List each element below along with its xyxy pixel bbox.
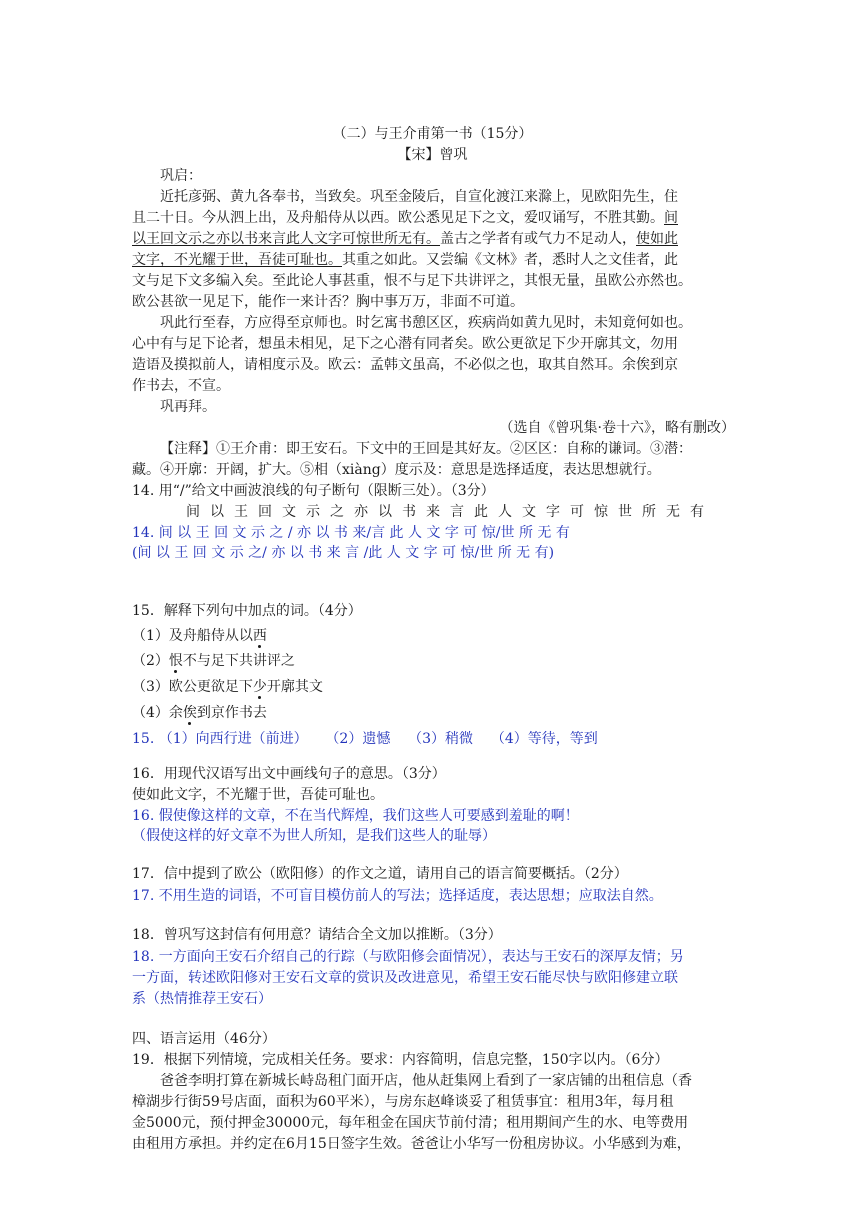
passage-notes-line2: 藏。④开廓：开阔，扩大。⑤相（xiàng）度示及：意思是选择适度，表达思想就行。 xyxy=(132,462,661,478)
passage-p2-line1: 巩此行至春，方应得至京师也。时乞寓书憩区区，疾病尚如黄九见时，未知竟何如也。 xyxy=(160,315,692,331)
passage-notes-line1: 【注释】①王介甫：即王安石。下文中的王回是其好友。②区区：自称的谦词。③潜： xyxy=(160,441,692,457)
text-segment: 不与足下共讲评之 xyxy=(182,653,295,669)
q15-item-2 xyxy=(132,651,295,671)
q16-answer-line1: 16. 假使像这样的文章，不在当代辉煌，我们这些人可要感到羞耻的啊！ xyxy=(132,808,579,824)
dotted-word: 少 xyxy=(252,679,267,695)
q19-context-line1: 爸爸李明打算在新城长峙岛租门面开店，他从赶集网上看到了一家店铺的出租信息（香 xyxy=(160,1073,692,1089)
dotted-word: 恨 xyxy=(168,653,183,669)
q17-answer: 17. 不用生造的词语，不可盲目模仿前人的写法；选择适度，表达思想；应取法自然。 xyxy=(132,888,663,904)
q15-item-1 xyxy=(132,626,267,646)
text-segment: （1）及舟船侍从以 xyxy=(132,628,253,644)
passage-p1-line1: 近托彦弼、黄九各奉书，当致矣。巩至金陵后，自宣化渡江来滁上，见欧阳先生，住 xyxy=(160,189,678,205)
text-segment: 其重之如此。又尝编《文林》者，悉时人之文佳者，此 xyxy=(342,252,678,268)
question-17: 17．信中提到了欧公（欧阳修）的作文之道，请用自己的语言简要概括。（2分） xyxy=(132,866,628,882)
passage-title: （二）与王介甫第一书（15分） xyxy=(332,126,533,142)
passage-p1-line3 xyxy=(132,229,678,249)
wavy-underlined-text: 间 xyxy=(664,210,678,226)
q19-context-line3: 金5000元，预付押金30000元，每年租金在国庆节前付清；租用期间产生的水、电等费用 xyxy=(132,1115,689,1131)
passage-p2-line2: 心中有与足下论者，想虽未相见，足下之心潜有同者矣。欧公更欲足下少开廓其文，勿用 xyxy=(132,336,678,352)
underlined-text: 使如此 xyxy=(636,231,678,247)
question-15: 15．解释下列句中加点的词。（4分） xyxy=(132,603,362,619)
q16-answer-line2: （假使这样的好文章不为世人所知，是我们这些人的耻辱） xyxy=(132,828,496,844)
q15-item-4 xyxy=(132,703,267,723)
text-segment: （2） xyxy=(132,653,169,669)
passage-p2-line3: 造语及摸拟前人，请相度示及。欧云：孟韩文虽高，不必似之也，取其自然耳。余俟到京 xyxy=(132,357,678,373)
question-14: 14. 用“/”给文中画波浪线的句子断句（限断三处）。（3分） xyxy=(132,483,495,499)
passage-p1-line2 xyxy=(132,208,678,228)
q15-item-3 xyxy=(132,677,323,697)
dotted-word: 西 xyxy=(252,628,267,644)
q15-answer: 15. （1）向西行进（前进） （2）遗憾 （3）稍微 （4）等待，等到 xyxy=(132,731,598,747)
q19-context-line4: 由租用方承担。并约定在6月15日签字生效。爸爸让小华写一份租房协议。小华感到为难， xyxy=(132,1136,691,1152)
passage-p1-line6: 欧公甚欲一见足下，能作一来计否？胸中事万万，非面不可道。 xyxy=(132,294,524,310)
letter-closing: 巩再拜。 xyxy=(160,399,216,415)
passage-p1-line4 xyxy=(132,250,678,270)
question-18: 18．曾巩写这封信有何用意？请结合全文加以推断。（3分） xyxy=(132,927,502,943)
passage-p2-line4: 作书去，不宣。 xyxy=(132,378,230,394)
q14-sentence: 间以王回文示之亦以书来言此人文字可惊世所无有 xyxy=(186,504,714,520)
question-16: 16．用现代汉语写出文中画线句子的意思。（3分） xyxy=(132,766,446,782)
text-segment: 到京作书去 xyxy=(196,705,267,721)
q18-answer-line2: 一方面，转述欧阳修对王安石文章的赏识及改进意见，希望王安石能尽快与欧阳修建立联 xyxy=(132,970,678,986)
text-segment: 开廓其文 xyxy=(266,679,323,695)
q19-context-line2: 樟湖步行街59号店面，面积为60平米），与房东赵峰谈妥了租赁事宜：租用3年，每月租 xyxy=(132,1094,674,1110)
text-segment: 且二十日。今从泗上出，及舟船侍从以西。欧公悉见足下之文，爱叹诵写，不胜其勤。 xyxy=(132,210,664,226)
question-19: 19．根据下列情境，完成相关任务。要求：内容简明，信息完整，150字以内。（6分） xyxy=(132,1052,669,1068)
q18-answer-line1: 18. 一方面向王安石介绍自己的行踪（与欧阳修会面情况），表达与王安石的深厚友情；另 xyxy=(132,949,684,965)
dotted-word: 俟 xyxy=(182,705,197,721)
passage-author: 【宋】曾巩 xyxy=(397,147,468,163)
wavy-underlined-text: 以王回文示之亦以书来言此人文字可惊世所无有。 xyxy=(132,231,440,247)
passage-source: （选自《曾巩集·卷十六》，略有删改） xyxy=(499,420,735,436)
section-4-heading: 四、语言运用（46分） xyxy=(132,1031,276,1047)
text-segment: 盖古之学者有或气力不足动人， xyxy=(440,231,636,247)
passage-p1-line5: 文与足下文多编入矣。至此论人事甚重，恨不与足下共讲评之，其恨无量，虽欧公亦然也。 xyxy=(132,273,692,289)
underlined-text: 文字，不光耀于世，吾徒可耻也。 xyxy=(132,252,342,268)
q16-sentence: 使如此文字，不光耀于世，吾徒可耻也。 xyxy=(132,787,384,803)
q14-answer-line1: 14. 间 以 王 回 文 示 之 / 亦 以 书 来/言 此 人 文 字 可 惊/世 所 无 有 xyxy=(132,525,570,541)
q14-answer-line2: (间 以 王 回 文 示 之/ 亦 以 书 来 言 /此 人 文 字 可 惊/世 所 无 有) xyxy=(132,545,555,561)
text-segment: （4）余 xyxy=(132,705,183,721)
q18-answer-line3: 系（热情推荐王安石） xyxy=(132,991,272,1007)
text-segment: （3）欧公更欲足下 xyxy=(132,679,253,695)
letter-greeting: 巩启： xyxy=(160,168,202,184)
